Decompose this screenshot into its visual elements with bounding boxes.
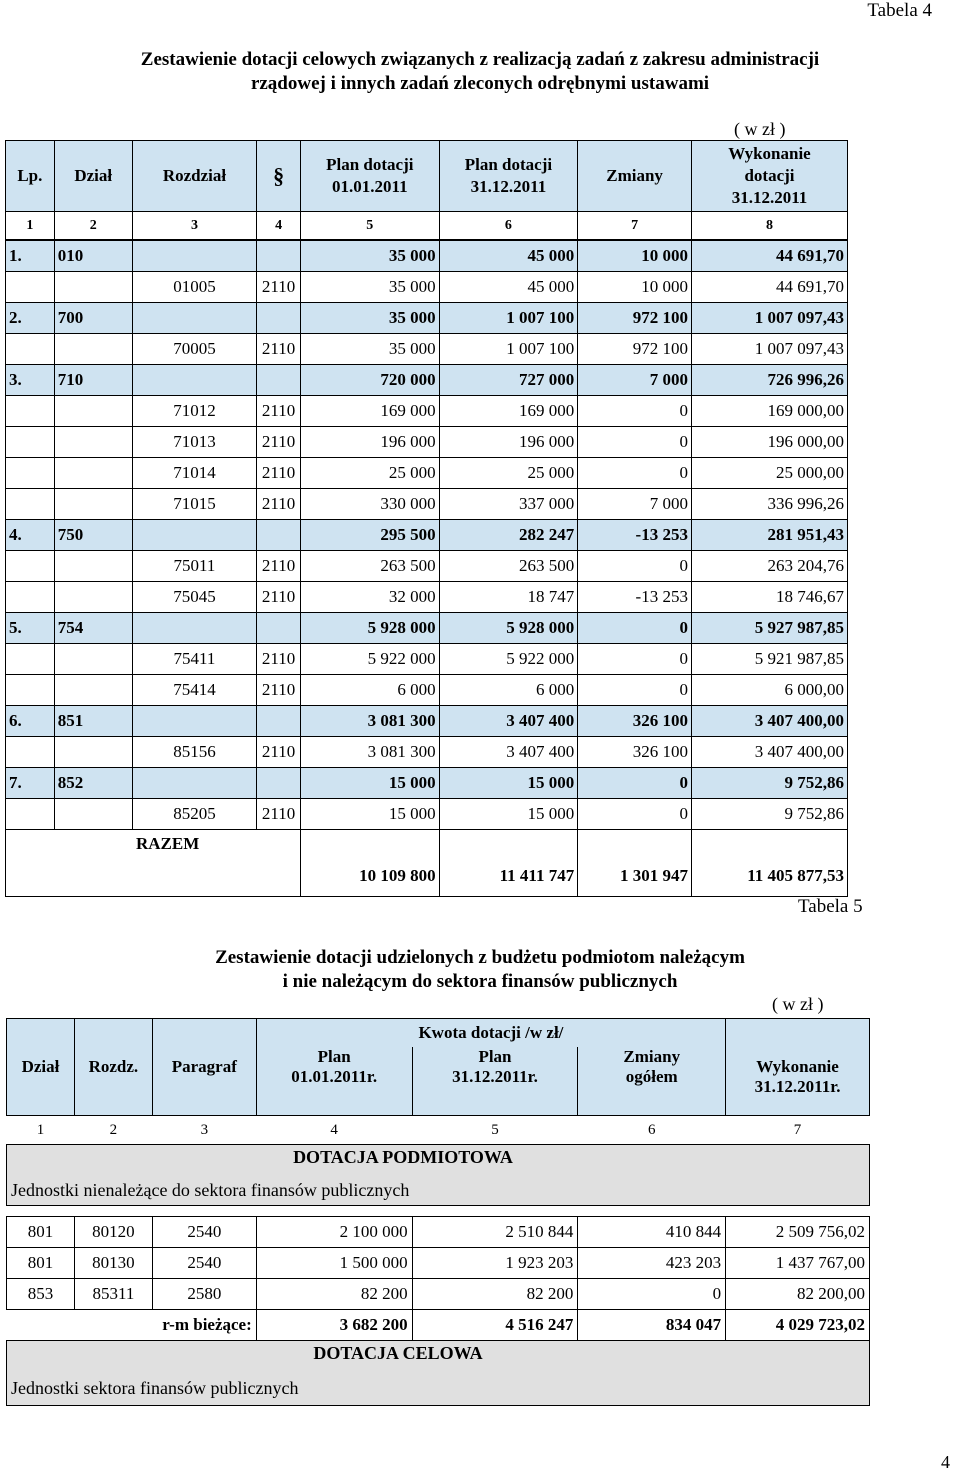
- table5-title-line2: i nie należącym do sektora finansów publicznych: [282, 971, 678, 992]
- cell-wykonanie: 9 752,86: [691, 768, 847, 799]
- cell-zmiany: 0: [578, 427, 692, 458]
- cell-paragraf: [257, 613, 301, 644]
- rozdzial-row: [6, 799, 848, 830]
- cell-dzial: [54, 644, 132, 675]
- cell-plan-start: 35 000: [300, 334, 439, 365]
- cell-zmiany: 0: [578, 551, 692, 582]
- subtotal-wykonanie: 4 029 723,02: [726, 1310, 870, 1341]
- cell-paragraf: 2110: [257, 458, 301, 489]
- cell-rozdzial: [132, 520, 257, 551]
- cell-paragraf: [257, 303, 301, 334]
- cell-plan-end: 727 000: [439, 365, 578, 396]
- cell-paragraf: 2580: [152, 1279, 256, 1310]
- total-label: RAZEM: [6, 830, 301, 897]
- total-wykonanie: 11 405 877,53: [691, 830, 847, 897]
- cell-rozdzial: 75045: [132, 582, 257, 613]
- cell-plan-start: 2 100 000: [256, 1217, 412, 1248]
- cell-plan-end: 5 928 000: [439, 613, 578, 644]
- cell-rozdzial: [132, 303, 257, 334]
- cell-dzial: 700: [54, 303, 132, 334]
- cell-wykonanie: 281 951,43: [691, 520, 847, 551]
- table5: [6, 1018, 870, 1406]
- rozdzial-row: [6, 396, 848, 427]
- subtotal-plan-end: 4 516 247: [412, 1310, 578, 1341]
- cell-paragraf: 2110: [257, 675, 301, 706]
- cell-dzial: [54, 551, 132, 582]
- table5-header-row1: [7, 1019, 870, 1048]
- cell-plan-start: 196 000: [300, 427, 439, 458]
- cell-plan-start: 5 928 000: [300, 613, 439, 644]
- section-dotacja-celowa: [7, 1341, 870, 1406]
- cell-dzial: [54, 272, 132, 303]
- cell-paragraf: 2110: [257, 334, 301, 365]
- cell-lp: [6, 551, 55, 582]
- cell-paragraf: [257, 768, 301, 799]
- cell-wykonanie: 1 007 097,43: [691, 303, 847, 334]
- total-plan-end: 11 411 747: [439, 830, 578, 897]
- col-plan-start-header: Plan 01.01.2011r.: [256, 1047, 412, 1116]
- rozdzial-row: [6, 334, 848, 365]
- cell-dzial: 851: [54, 706, 132, 737]
- cell-plan-start: 263 500: [300, 551, 439, 582]
- cell-lp: [6, 737, 55, 768]
- cell-dzial: [54, 396, 132, 427]
- cell-plan-end: 82 200: [412, 1279, 578, 1310]
- cell-plan-start: 330 000: [300, 489, 439, 520]
- cell-paragraf: [257, 240, 301, 272]
- cell-plan-start: 32 000: [300, 582, 439, 613]
- cell-dzial: [54, 458, 132, 489]
- cell-zmiany: 0: [578, 458, 692, 489]
- cell-lp: 1.: [6, 240, 55, 272]
- col-number: 4: [256, 1116, 412, 1145]
- cell-dzial: 010: [54, 240, 132, 272]
- cell-zmiany: -13 253: [578, 520, 692, 551]
- cell-zmiany: 972 100: [578, 303, 692, 334]
- cell-paragraf: [257, 706, 301, 737]
- cell-lp: [6, 272, 55, 303]
- cell-rozdz: 80120: [74, 1217, 152, 1248]
- cell-dzial: [54, 582, 132, 613]
- cell-paragraf: 2110: [257, 644, 301, 675]
- table4-unit: ( w zł ): [734, 119, 786, 139]
- table4: [5, 140, 848, 897]
- cell-lp: 5.: [6, 613, 55, 644]
- cell-wykonanie: 196 000,00: [691, 427, 847, 458]
- cell-plan-start: 35 000: [300, 303, 439, 334]
- cell-plan-start: 720 000: [300, 365, 439, 396]
- kwota-dotacji-header: Kwota dotacji /w zł/: [256, 1019, 725, 1048]
- cell-zmiany: 326 100: [578, 737, 692, 768]
- cell-lp: [6, 799, 55, 830]
- rozdzial-row: [6, 551, 848, 582]
- cell-wykonanie: 25 000,00: [691, 458, 847, 489]
- col-number: 2: [54, 212, 132, 241]
- col-number: 7: [726, 1116, 870, 1145]
- cell-plan-end: 25 000: [439, 458, 578, 489]
- col-dzial-header: Dział: [7, 1019, 75, 1116]
- cell-paragraf: 2110: [257, 396, 301, 427]
- table4-title-line2: rządowej i innych zadań zleconych odrębnymi ustawami: [250, 73, 710, 94]
- cell-wykonanie: 3 407 400,00: [691, 737, 847, 768]
- spacer-row: [7, 1206, 870, 1217]
- cell-wykonanie: 6 000,00: [691, 675, 847, 706]
- cell-rozdz: 80130: [74, 1248, 152, 1279]
- cell-paragraf: 2110: [257, 272, 301, 303]
- cell-plan-end: 263 500: [439, 551, 578, 582]
- cell-rozdzial: 70005: [132, 334, 257, 365]
- cell-wykonanie: 336 996,26: [691, 489, 847, 520]
- table4-title: [100, 48, 860, 96]
- rozdzial-row: [6, 427, 848, 458]
- cell-dzial: 754: [54, 613, 132, 644]
- table4-title-line1: Zestawienie dotacji celowych związanych z realizacją zadań z zakresu administracji: [140, 49, 820, 70]
- col-number: 3: [152, 1116, 256, 1145]
- cell-lp: [6, 489, 55, 520]
- table5-title: [100, 946, 860, 994]
- cell-wykonanie: 3 407 400,00: [691, 706, 847, 737]
- cell-plan-end: 45 000: [439, 272, 578, 303]
- section-title: DOTACJA PODMIOTOWA: [293, 1147, 513, 1167]
- rozdzial-row: [6, 644, 848, 675]
- cell-plan-end: 5 922 000: [439, 644, 578, 675]
- cell-wykonanie: 5 927 987,85: [691, 613, 847, 644]
- table5-column-numbers: [7, 1116, 870, 1145]
- rozdzial-row: [6, 272, 848, 303]
- cell-plan-end: 18 747: [439, 582, 578, 613]
- group-label: Jednostki nienależące do sektora finansów publicznych: [11, 1180, 410, 1200]
- cell-paragraf: 2110: [257, 551, 301, 582]
- rozdzial-row: [6, 675, 848, 706]
- cell-rozdzial: 71015: [132, 489, 257, 520]
- col-plan-start-header: Plan dotacji 01.01.2011: [300, 141, 439, 212]
- cell-plan-end: 6 000: [439, 675, 578, 706]
- section-title: DOTACJA CELOWA: [313, 1343, 483, 1363]
- total-zmiany: 1 301 947: [578, 830, 692, 897]
- cell-lp: 4.: [6, 520, 55, 551]
- cell-plan-start: 25 000: [300, 458, 439, 489]
- cell-plan-start: 82 200: [256, 1279, 412, 1310]
- col-rozdzial-header: Rozdział: [132, 141, 257, 212]
- dzial-row: [6, 613, 848, 644]
- col-zmiany-header: Zmiany ogółem: [578, 1047, 726, 1116]
- col-number: 6: [439, 212, 578, 241]
- cell-zmiany: 972 100: [578, 334, 692, 365]
- subtotal-plan-start: 3 682 200: [256, 1310, 412, 1341]
- cell-dzial: 801: [7, 1217, 75, 1248]
- dzial-row: [6, 706, 848, 737]
- col-number: 3: [132, 212, 257, 241]
- cell-paragraf: 2110: [257, 737, 301, 768]
- cell-plan-start: 15 000: [300, 799, 439, 830]
- cell-plan-end: 3 407 400: [439, 706, 578, 737]
- cell-paragraf: [257, 520, 301, 551]
- cell-wykonanie: 18 746,67: [691, 582, 847, 613]
- rozdzial-row: [6, 737, 848, 768]
- cell-plan-start: 3 081 300: [300, 737, 439, 768]
- dzial-row: [6, 240, 848, 272]
- col-plan-end-header: Plan dotacji 31.12.2011: [439, 141, 578, 212]
- cell-zmiany: 7 000: [578, 489, 692, 520]
- cell-rozdzial: 75011: [132, 551, 257, 582]
- cell-plan-end: 45 000: [439, 240, 578, 272]
- table5-title-line1: Zestawienie dotacji udzielonych z budżetu podmiotom należącym: [215, 947, 745, 968]
- col-number: 1: [7, 1116, 75, 1145]
- col-dzial-header: Dział: [54, 141, 132, 212]
- section-dotacja-podmiotowa: [7, 1145, 870, 1206]
- cell-dzial: 710: [54, 365, 132, 396]
- table4-label: Tabela 4: [867, 0, 932, 21]
- dzial-row: [6, 768, 848, 799]
- col-paragraf-header: §: [257, 141, 301, 212]
- cell-lp: [6, 396, 55, 427]
- cell-plan-end: 15 000: [439, 799, 578, 830]
- rozdzial-row: [6, 582, 848, 613]
- cell-plan-start: 295 500: [300, 520, 439, 551]
- cell-rozdzial: [132, 240, 257, 272]
- dzial-row: [6, 520, 848, 551]
- cell-dzial: [54, 489, 132, 520]
- table5-unit: ( w zł ): [772, 994, 824, 1014]
- cell-zmiany: 326 100: [578, 706, 692, 737]
- page-number: 4: [941, 1452, 950, 1472]
- cell-wykonanie: 5 921 987,85: [691, 644, 847, 675]
- total-row: [6, 830, 848, 897]
- col-wykonanie-header: Wykonanie 31.12.2011r.: [726, 1019, 870, 1116]
- cell-zmiany: 0: [578, 644, 692, 675]
- table-row: [7, 1217, 870, 1248]
- cell-paragraf: 2110: [257, 427, 301, 458]
- cell-wykonanie: 2 509 756,02: [726, 1217, 870, 1248]
- col-number: 6: [578, 1116, 726, 1145]
- cell-plan-end: 2 510 844: [412, 1217, 578, 1248]
- cell-lp: [6, 644, 55, 675]
- rozdzial-row: [6, 489, 848, 520]
- cell-rozdz: 85311: [74, 1279, 152, 1310]
- cell-wykonanie: 1 437 767,00: [726, 1248, 870, 1279]
- cell-wykonanie: 44 691,70: [691, 272, 847, 303]
- col-number: 5: [300, 212, 439, 241]
- cell-zmiany: 7 000: [578, 365, 692, 396]
- cell-zmiany: 0: [578, 675, 692, 706]
- subtotal-row: [7, 1310, 870, 1341]
- cell-plan-start: 5 922 000: [300, 644, 439, 675]
- cell-zmiany: 10 000: [578, 272, 692, 303]
- cell-paragraf: 2110: [257, 799, 301, 830]
- cell-dzial: [54, 334, 132, 365]
- cell-wykonanie: 44 691,70: [691, 240, 847, 272]
- subtotal-zmiany: 834 047: [578, 1310, 726, 1341]
- cell-plan-start: 3 081 300: [300, 706, 439, 737]
- cell-plan-end: 1 923 203: [412, 1248, 578, 1279]
- cell-plan-end: 3 407 400: [439, 737, 578, 768]
- cell-zmiany: -13 253: [578, 582, 692, 613]
- cell-zmiany: 10 000: [578, 240, 692, 272]
- cell-dzial: [54, 675, 132, 706]
- dzial-row: [6, 303, 848, 334]
- cell-rozdzial: 71013: [132, 427, 257, 458]
- cell-plan-end: 15 000: [439, 768, 578, 799]
- cell-wykonanie: 169 000,00: [691, 396, 847, 427]
- cell-wykonanie: 726 996,26: [691, 365, 847, 396]
- cell-paragraf: 2540: [152, 1248, 256, 1279]
- cell-lp: 6.: [6, 706, 55, 737]
- cell-plan-end: 337 000: [439, 489, 578, 520]
- total-plan-start: 10 109 800: [300, 830, 439, 897]
- cell-zmiany: 0: [578, 768, 692, 799]
- cell-lp: 7.: [6, 768, 55, 799]
- cell-rozdzial: 75414: [132, 675, 257, 706]
- cell-dzial: 853: [7, 1279, 75, 1310]
- rozdzial-row: [6, 458, 848, 489]
- col-number: 7: [578, 212, 692, 241]
- table4-column-numbers: [6, 212, 848, 241]
- col-number: 4: [257, 212, 301, 241]
- cell-rozdzial: 85156: [132, 737, 257, 768]
- col-plan-end-header: Plan 31.12.2011r.: [412, 1047, 578, 1116]
- col-wykonanie-header: Wykonanie dotacji 31.12.2011: [691, 141, 847, 212]
- cell-plan-end: 1 007 100: [439, 334, 578, 365]
- cell-rozdzial: 01005: [132, 272, 257, 303]
- cell-plan-end: 169 000: [439, 396, 578, 427]
- cell-dzial: 852: [54, 768, 132, 799]
- cell-zmiany: 0: [578, 1279, 726, 1310]
- cell-lp: 3.: [6, 365, 55, 396]
- cell-wykonanie: 82 200,00: [726, 1279, 870, 1310]
- cell-wykonanie: 9 752,86: [691, 799, 847, 830]
- table-row: [7, 1279, 870, 1310]
- cell-plan-start: 35 000: [300, 272, 439, 303]
- col-number: 1: [6, 212, 55, 241]
- cell-dzial: 801: [7, 1248, 75, 1279]
- cell-dzial: [54, 737, 132, 768]
- cell-paragraf: 2110: [257, 582, 301, 613]
- cell-rozdzial: 75411: [132, 644, 257, 675]
- cell-plan-start: 1 500 000: [256, 1248, 412, 1279]
- cell-zmiany: 0: [578, 799, 692, 830]
- cell-plan-start: 15 000: [300, 768, 439, 799]
- table-row: [7, 1248, 870, 1279]
- col-rozdz-header: Rozdz.: [74, 1019, 152, 1116]
- col-number: 5: [412, 1116, 578, 1145]
- cell-plan-end: 282 247: [439, 520, 578, 551]
- cell-rozdzial: [132, 706, 257, 737]
- cell-plan-start: 6 000: [300, 675, 439, 706]
- group-label: Jednostki sektora finansów publicznych: [11, 1378, 299, 1398]
- cell-lp: [6, 675, 55, 706]
- cell-paragraf: 2540: [152, 1217, 256, 1248]
- cell-lp: [6, 334, 55, 365]
- cell-plan-end: 1 007 100: [439, 303, 578, 334]
- cell-zmiany: 410 844: [578, 1217, 726, 1248]
- cell-lp: [6, 427, 55, 458]
- col-number: 8: [691, 212, 847, 241]
- cell-lp: 2.: [6, 303, 55, 334]
- cell-rozdzial: 71014: [132, 458, 257, 489]
- cell-plan-end: 196 000: [439, 427, 578, 458]
- cell-zmiany: 0: [578, 396, 692, 427]
- col-lp-header: Lp.: [6, 141, 55, 212]
- dzial-row: [6, 365, 848, 396]
- table5-label: Tabela 5: [798, 896, 863, 917]
- col-paragraf-header: Paragraf: [152, 1019, 256, 1116]
- cell-zmiany: 0: [578, 613, 692, 644]
- cell-lp: [6, 458, 55, 489]
- cell-rozdzial: [132, 768, 257, 799]
- cell-paragraf: [257, 365, 301, 396]
- cell-dzial: 750: [54, 520, 132, 551]
- cell-plan-start: 35 000: [300, 240, 439, 272]
- cell-lp: [6, 582, 55, 613]
- cell-wykonanie: 1 007 097,43: [691, 334, 847, 365]
- cell-rozdzial: 85205: [132, 799, 257, 830]
- col-number: 2: [74, 1116, 152, 1145]
- cell-rozdzial: [132, 365, 257, 396]
- cell-rozdzial: [132, 613, 257, 644]
- cell-rozdzial: 71012: [132, 396, 257, 427]
- cell-dzial: [54, 427, 132, 458]
- cell-paragraf: 2110: [257, 489, 301, 520]
- cell-zmiany: 423 203: [578, 1248, 726, 1279]
- cell-wykonanie: 263 204,76: [691, 551, 847, 582]
- col-zmiany-header: Zmiany: [578, 141, 692, 212]
- table4-header-row: [6, 141, 848, 212]
- cell-dzial: [54, 799, 132, 830]
- cell-plan-start: 169 000: [300, 396, 439, 427]
- subtotal-label: r-m bieżące:: [7, 1310, 257, 1341]
